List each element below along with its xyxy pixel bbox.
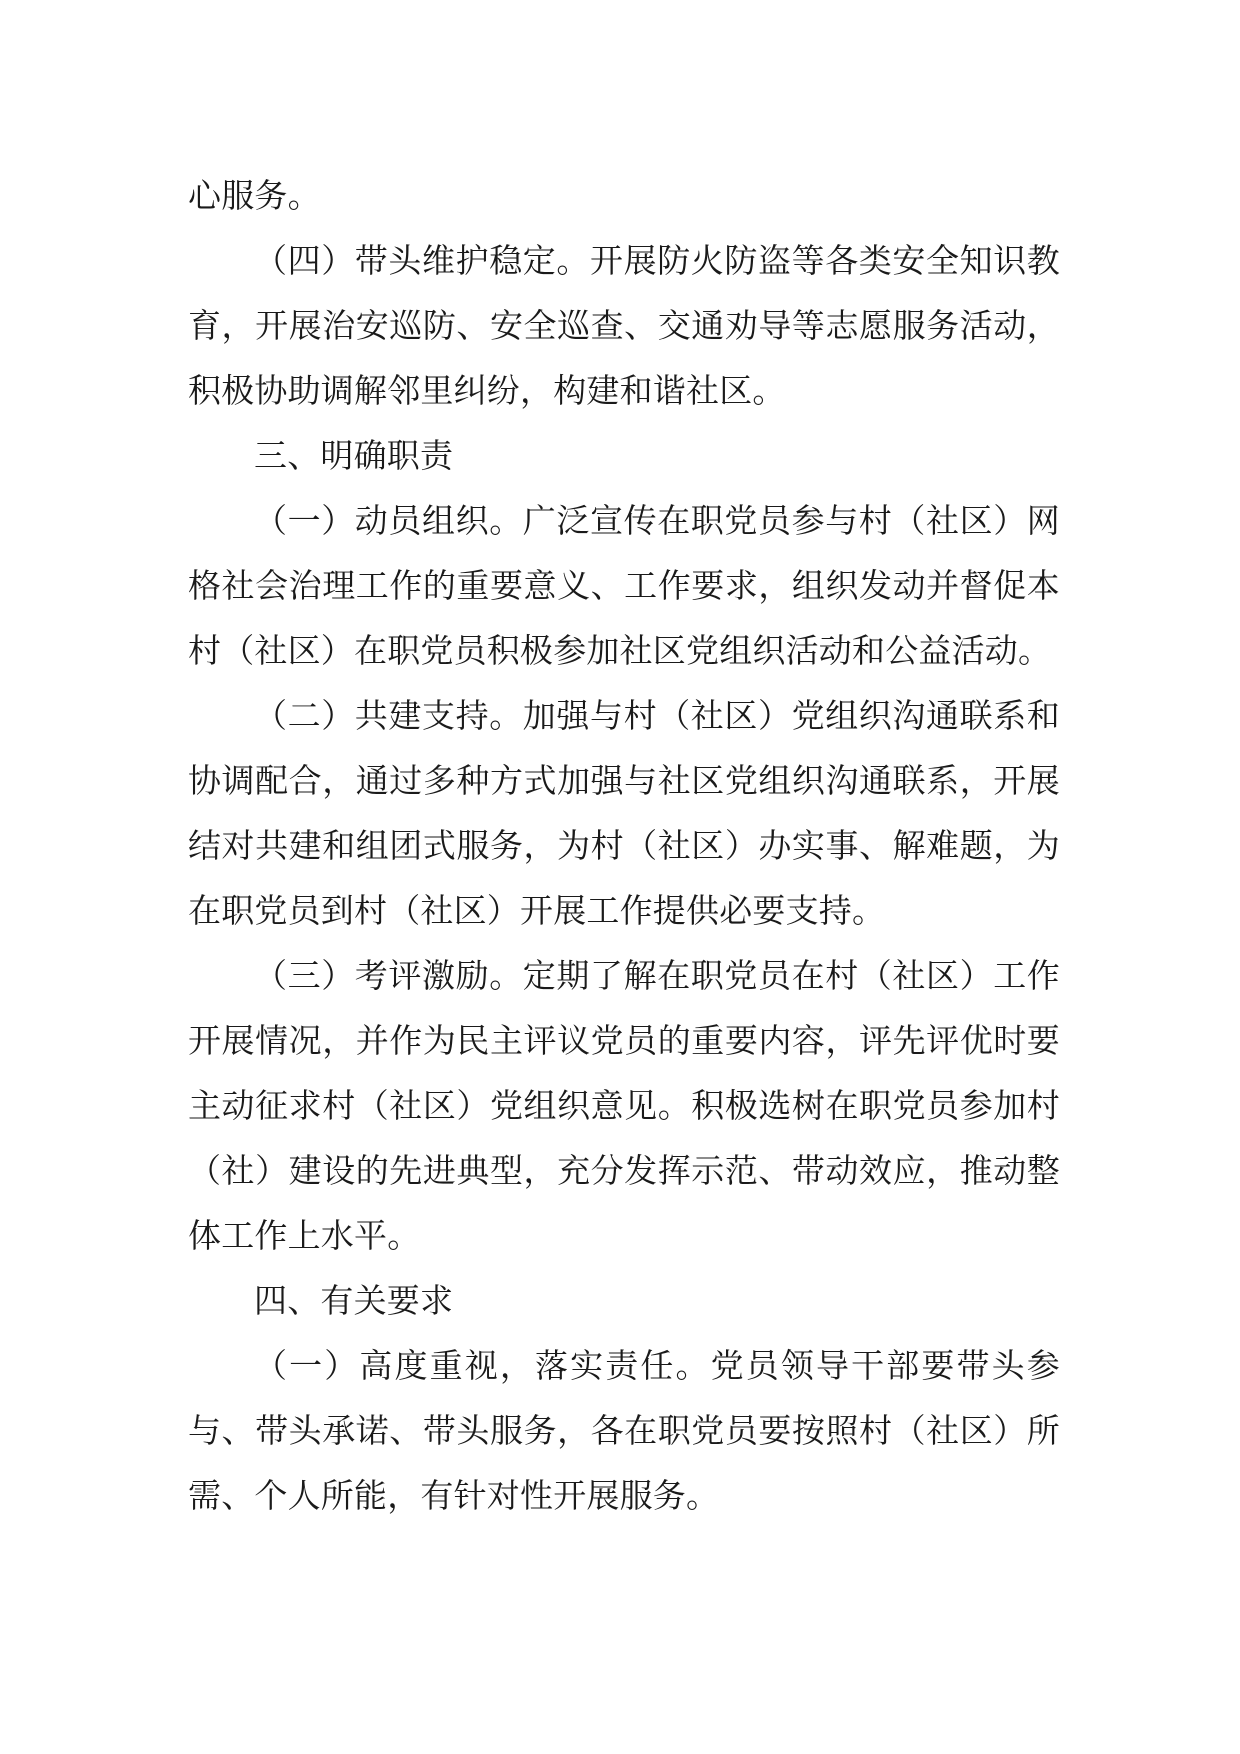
section-heading-responsibilities: 三、明确职责 [254,436,454,475]
section-heading-requirements: 四、有关要求 [254,1281,454,1320]
paragraph-evaluation-incentive: （三）考评激励。定期了解在职党员在村（社区）工作开展情况，并作为民主评议党员的重要内容，评先评优时要主动征求村（社区）党组织意见。积极选树在职党员参加村（社）建设的先进典型，充分发挥示范、带动效应，推动整体工作上水平。 [188,956,1060,1255]
paragraph-continuation: 心服务。 [188,176,321,215]
paragraph-attach-importance: （一）高度重视，落实责任。党员领导干部要带头参与、带头承诺、带头服务，各在职党员要按照村（社区）所需、个人所能，有针对性开展服务。 [188,1346,1060,1515]
paragraph-joint-construction: （二）共建支持。加强与村（社区）党组织沟通联系和协调配合，通过多种方式加强与社区党组织沟通联系，开展结对共建和组团式服务，为村（社区）办实事、解难题，为在职党员到村（社区）开展工作提供必要支持。 [188,696,1060,930]
document-body [188,163,1060,1528]
paragraph-mobilize-organize: （一）动员组织。广泛宣传在职党员参与村（社区）网格社会治理工作的重要意义、工作要求，组织发动并督促本村（社区）在职党员积极参加社区党组织活动和公益活动。 [188,501,1060,670]
paragraph-maintain-stability: （四）带头维护稳定。开展防火防盗等各类安全知识教育，开展治安巡防、安全巡查、交通劝导等志愿服务活动，积极协助调解邻里纠纷，构建和谐社区。 [188,241,1060,410]
